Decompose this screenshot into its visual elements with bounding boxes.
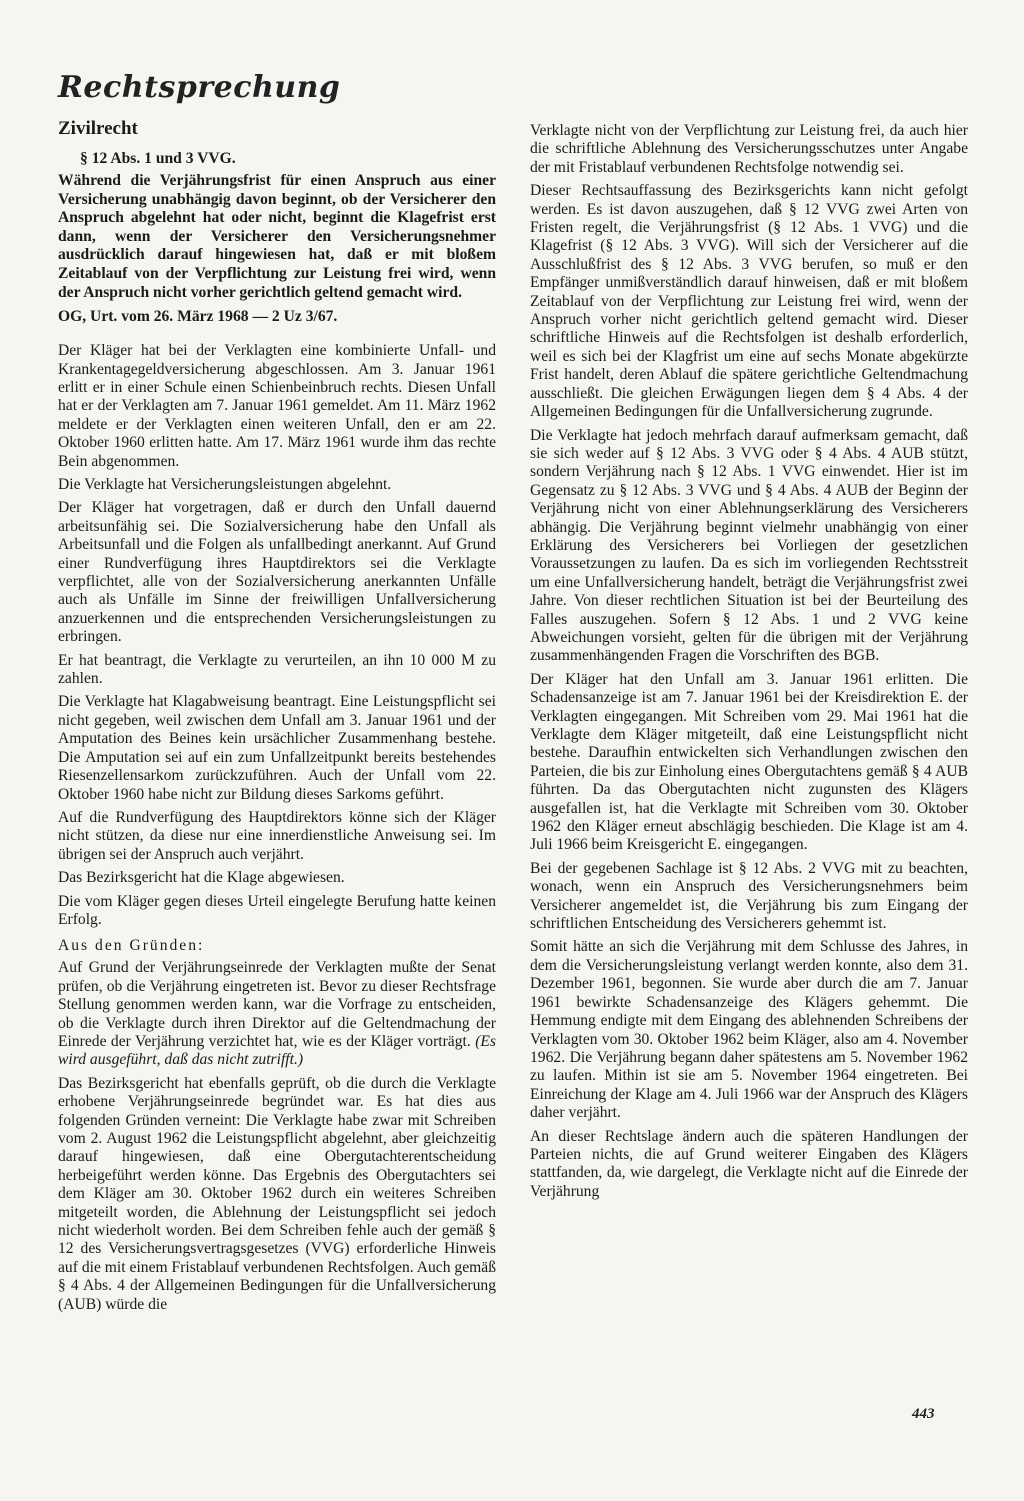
paragraph: Die Verklagte hat Klagabweisung beantragt. Eine Leistungspflicht sei nicht gegeben, weil zwischen dem Unfall am 3. Januar 1961 und der Amputation des Beines kein ursächlicher Zusammenhang bestehe. Die Amputation sei auf ein zum Unfallzeitpunkt bereits bestehendes Riesenzellensarkom zurückzuführen. Auch der Unfall vom 22. Oktober 1960 habe nicht zur Bildung dieses Sarkoms geführt.	[58, 693, 496, 803]
norm-citation: § 12 Abs. 1 und 3 VVG.	[80, 150, 236, 167]
paragraph: Verklagte nicht von der Verpflichtung zur Leistung frei, da auch hier die schriftliche Ablehnung des Versicherungsschutzes unter Angabe der mit Fristablauf verbundenen Rechtsfolge notwendig sei.	[530, 122, 968, 176]
section-rubric: Rechtsprechung	[58, 70, 341, 105]
left-column	[58, 118, 496, 1319]
paragraph: Dieser Rechtsauffassung des Bezirksgerichts kann nicht gefolgt werden. Es ist davon auszugehen, daß § 12 VVG zwei Arten von Fristen regelt, die Verjährungsfrist (§ 12 Abs. 1 VVG) und die Klagefrist (§ 12 Abs. 3 VVG). Will sich der Versicherer auf die Ausschlußfrist des § 12 Abs. 3 VVG berufen, so muß er den Empfänger unmißverständlich darauf hinweisen, daß er mit bloßem Zeitablauf von der Verpflichtung zur Leistung frei wird, wenn der Anspruch vorher nicht gerichtlich geltend gemacht wird. Dieser schriftliche Hinweis auf die Rechtsfolgen ist deshalb erforderlich, weil es sich bei der Klagfrist um eine auf sechs Monate abgekürzte Frist handelt, deren Ablauf die spätere gerichtliche Geltendmachung ausschließt. Die gleichen Erwägungen liegen dem § 4 Abs. 4 der Allgemeinen Bedingungen für die Unfallversicherung zugrunde.	[530, 182, 968, 421]
paragraph: An dieser Rechtslage ändern auch die späteren Handlungen der Parteien nichts, die auf Grund weiterer Eingaben des Klägers stattfanden, da, wie dargelegt, die Verklagte nicht auf die Einrede der Verjährung	[530, 1127, 968, 1200]
page-number: 443	[912, 1406, 935, 1422]
paragraph: Das Bezirksgericht hat ebenfalls geprüft, ob die durch die Verklagte erhobene Verjährungseinrede begründet war. Es hat dies aus folgenden Gründen verneint: Die Verklagte habe zwar mit Schreiben vom 2. August 1962 die Leistungspflicht abgelehnt, aber gleichzeitig darauf hingewiesen, daß eine Obergutachterentscheidung herbeigeführt werden könne. Das Ergebnis des Obergutachters sei dem Kläger am 30. Oktober 1962 durch ein weiteres Schreiben mitgeteilt worden, die Ablehnung der Leistungspflicht sei jedoch nicht wiederholt worden. Bei dem Schreiben fehle auch der gemäß § 12 des Versicherungsvertragsgesetzes (VVG) erforderliche Hinweis auf die mit einem Fristablauf verbundenen Rechtsfolgen. Auch gemäß § 4 Abs. 4 der Allgemeinen Bedingungen für die Unfallversicherung (AUB) würde die	[58, 1074, 496, 1313]
paragraph: Die Verklagte hat jedoch mehrfach darauf aufmerksam gemacht, daß sie sich weder auf § 12 Abs. 3 VVG oder § 4 Abs. 4 AUB stützt, sondern Verjährung nach § 12 Abs. 1 VVG einwendet. Hier ist im Gegensatz zu § 12 Abs. 3 VVG und § 4 Abs. 4 AUB der Beginn der Verjährung nicht von einer Ablehnungserklärung des Versicherers abhängig. Die Verjährung beginnt vielmehr unabhängig von einer Erklärung des Versicherers bei Vorliegen der gesetzlichen Voraussetzungen zu laufen. Da es sich im vorliegenden Rechtsstreit um eine Unfallversicherung handelt, beträgt die Verjährungsfrist zwei Jahre. Von dieser rechtlichen Situation ist bei der Beurteilung des Falles auszugehen. Sofern § 12 Abs. 1 und 2 VVG keine Abweichungen vorsieht, gelten für die übrigen mit der Verjährung zusammenhängenden Fragen die Vorschriften des BGB.	[530, 426, 968, 665]
reasons-italic-note: (Es wird ausgeführt, daß das nicht zutrifft.)	[58, 1032, 496, 1069]
paragraph: Somit hätte an sich die Verjährung mit dem Schlusse des Jahres, in dem die Versicherungsleistung verlangt werden konnte, also dem 31. Dezember 1961, begonnen. Sie wurde aber durch die am 7. Januar 1961 bewirkte Schadensanzeige des Klägers gehemmt. Die Hemmung endigte mit dem Eingang des ablehnenden Schreibens der Verklagten vom 30. Oktober 1962 beim Kläger, also am 4. November 1962. Die Verjährung begann daher spätestens am 5. November 1962 zu laufen. Mithin ist sie am 5. November 1964 eingetreten. Bei Einreichung der Klage am 4. Juli 1966 war der Anspruch des Klägers daher verjährt.	[530, 938, 968, 1122]
paragraph: Auf die Rundverfügung des Hauptdirektors könne sich der Kläger nicht stützen, da diese nur eine innerdienstliche Anweisung sei. Im übrigen sei der Anspruch auch verjährt.	[58, 808, 496, 863]
paragraph: Der Kläger hat vorgetragen, daß er durch den Unfall dauernd arbeitsunfähig sei. Die Sozialversicherung habe den Unfall als Arbeitsunfall und die Folgen als unfallbedingt anerkannt. Auf Grund einer Rundverfügung ihres Hauptdirektors sei die Verklagte verpflichtet, alle von der Sozialversicherung anerkannten Unfälle auch als Unfälle im Sinne der freiwilligen Unfallversicherung anzuerkennen und die entsprechenden Versicherungsleistungen zu erbringen.	[58, 499, 496, 646]
headnote: Während die Verjährungsfrist für einen Anspruch aus einer Versicherung unabhängig davon beginnt, ob der Versicherer den Anspruch abgelehnt hat oder nicht, beginnt die Klagefrist erst dann, wenn der Versicherer den Versicherungsnehmer ausdrücklich darauf hingewiesen hat, daß er mit bloßem Zeitablauf von der Verpflichtung zur Leistung frei wird, wenn der Anspruch nicht vorher gerichtlich geltend gemacht wird.	[58, 172, 496, 301]
paragraph: Bei der gegebenen Sachlage ist § 12 Abs. 2 VVG mit zu beachten, wonach, wenn ein Anspruch des Versicherungsnehmers beim Versicherer angemeldet ist, die Verjährung bis zum Eingang der schriftlichen Entscheidung des Versicherers gehemmt ist.	[530, 859, 968, 933]
paragraph: Der Kläger hat bei der Verklagten eine kombinierte Unfall- und Krankentagegeldversicherung abgeschlossen. Am 3. Januar 1961 erlitt er in einer Schule einen Schienbeinbruch rechts. Diesen Unfall hat er der Verklagten am 7. Januar 1961 gemeldet. Am 11. März 1962 meldete er der Verklagten einen weiteren Unfall, den er am 22. Oktober 1960 erlitten hatte. Am 17. März 1961 wurde ihm das rechte Bein abgenommen.	[58, 342, 496, 470]
paragraph: Der Kläger hat den Unfall am 3. Januar 1961 erlitten. Die Schadensanzeige ist am 7. Januar 1961 bei der Kreisdirektion E. der Verklagten eingegangen. Mit Schreiben vom 29. Mai 1961 hat die Verklagte dem Kläger mitgeteilt, daß eine Leistungspflicht nicht bestehe. Daraufhin entwickelten sich Verhandlungen zwischen den Parteien, die bis zur Einholung eines Obergutachtens gemäß § 4 AUB führten. Da das Obergutachten nicht zugunsten des Klägers ausgefallen ist, hat die Verklagte mit Schreiben vom 30. Oktober 1962 den Kläger erneut abschlägig beschieden. Die Klage ist am 4. Juli 1966 beim Kreisgericht E. eingegangen.	[530, 670, 968, 854]
heading-zivilrecht: Zivilrecht	[58, 118, 138, 139]
paragraph: Das Bezirksgericht hat die Klage abgewiesen.	[58, 869, 345, 887]
paragraph: Er hat beantragt, die Verklagte zu verurteilen, an ihn 10 000 M zu zahlen.	[58, 651, 496, 688]
paragraph: Die vom Kläger gegen dieses Urteil eingelegte Berufung hatte keinen Erfolg.	[58, 892, 496, 928]
right-column	[530, 122, 968, 1206]
paragraph	[58, 959, 496, 1069]
reasons-heading: Aus den Gründen:	[58, 937, 205, 955]
court-reference: OG, Urt. vom 26. März 1968 — 2 Uz 3/67.	[58, 308, 338, 326]
paragraph: Die Verklagte hat Versicherungsleistungen abgelehnt.	[58, 476, 392, 493]
reasons-text: Auf Grund der Verjährungseinrede der Verklagten mußte der Senat prüfen, ob die Verjährung eingetreten ist. Bevor zu dieser Rechtsfrage Stellung genommen werden kann, war die Vorfrage zu entscheiden, ob die Verklagte durch ihren Direktor auf die Geltendmachung der Einrede der Verjährung verzichtet hat, wie es der Kläger vorträgt.	[58, 959, 496, 1050]
